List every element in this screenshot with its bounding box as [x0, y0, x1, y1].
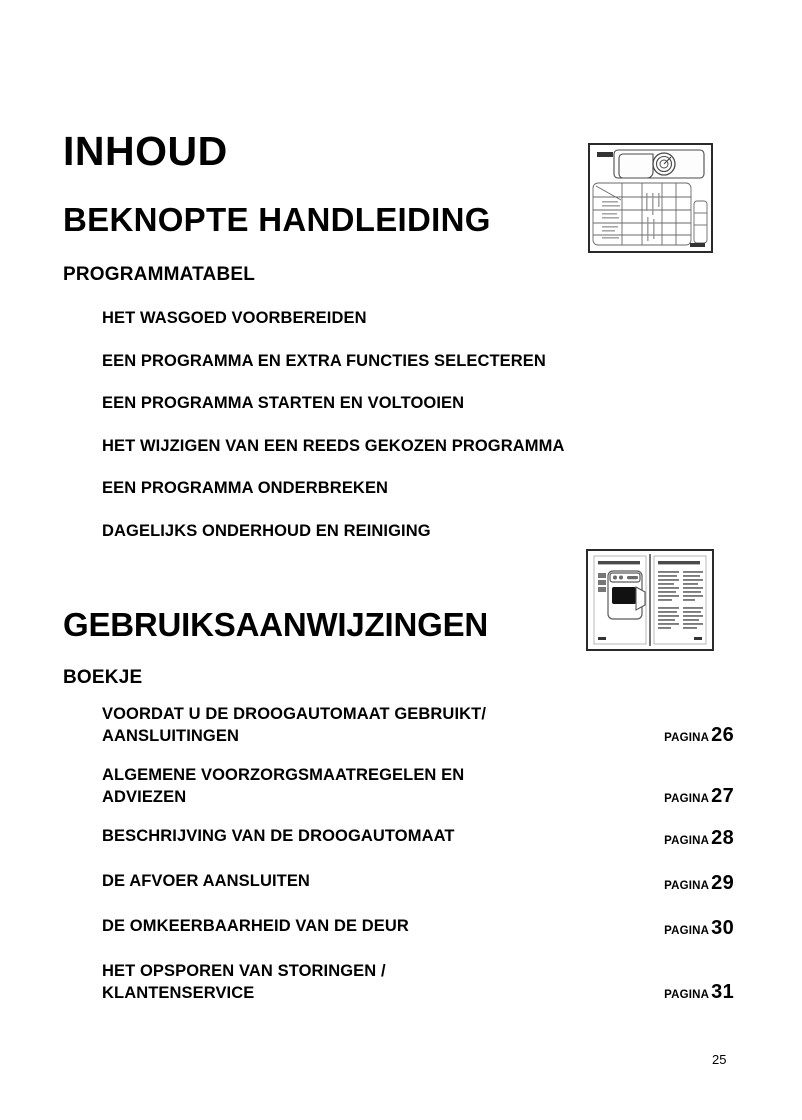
contents-entry — [102, 826, 734, 854]
list-item: HET WIJZIGEN VAN EEN REEDS GEKOZEN PROGRAMMA — [102, 436, 565, 455]
contents-entry — [102, 961, 734, 1005]
page-reference — [664, 827, 734, 850]
page-reference — [664, 724, 734, 747]
contents-entry — [102, 765, 734, 809]
contents-entry — [102, 704, 734, 748]
page-number: 29 — [711, 871, 734, 894]
section-heading-instructions: GEBRUIKSAANWIJZINGEN — [63, 606, 489, 643]
contents-entry — [102, 916, 734, 944]
page-label: PAGINA — [664, 879, 710, 892]
section-heading-quick-guide: BEKNOPTE HANDLEIDING — [63, 201, 491, 238]
page-title: INHOUD — [63, 128, 228, 174]
quick-reference-card-thumbnail — [588, 143, 713, 253]
page-label: PAGINA — [664, 731, 710, 744]
list-item: DAGELIJKS ONDERHOUD EN REINIGING — [102, 521, 431, 540]
contents-entry-title: BESCHRIJVING VAN DE DROOGAUTOMAAT — [102, 826, 455, 845]
page-label: PAGINA — [664, 792, 710, 805]
brand-logo-icon — [597, 152, 613, 157]
list-item: EEN PROGRAMMA STARTEN EN VOLTOOIEN — [102, 394, 465, 412]
page-reference — [664, 785, 734, 808]
page-number: 28 — [711, 826, 734, 849]
contents-entry — [102, 871, 734, 899]
page-label: PAGINA — [664, 834, 710, 847]
page-number: 27 — [711, 784, 734, 807]
quick-guide-list — [102, 310, 742, 565]
list-item: HET WASGOED VOORBEREIDEN — [102, 309, 367, 327]
contents-entry-title: VOORDAT U DE DROOGAUTOMAAT GEBRUIKT/ AANSLUITINGEN — [102, 705, 487, 745]
page-reference — [664, 981, 734, 1004]
contents-entry-title: DE AFVOER AANSLUITEN — [102, 871, 310, 890]
list-item: EEN PROGRAMMA EN EXTRA FUNCTIES SELECTEREN — [102, 351, 546, 370]
contents-entry-title: ALGEMENE VOORZORGSMAATREGELEN EN ADVIEZEN — [102, 765, 465, 806]
page-number: 31 — [711, 980, 734, 1003]
page-label: PAGINA — [664, 924, 710, 937]
contents-entry-title: DE OMKEERBAARHEID VAN DE DEUR — [102, 916, 409, 935]
section-label-programmatabel: PROGRAMMATABEL — [63, 264, 256, 285]
booklet-spread-thumbnail — [586, 549, 714, 651]
page-reference — [664, 872, 734, 895]
page-number: 26 — [711, 723, 734, 746]
section-label-boekje: BOEKJE — [63, 667, 143, 688]
page-number: 30 — [711, 916, 734, 939]
contents-entry-title: HET OPSPOREN VAN STORINGEN / KLANTENSERVICE — [102, 961, 386, 1002]
list-item: EEN PROGRAMMA ONDERBREKEN — [102, 479, 389, 497]
page-label: PAGINA — [664, 988, 710, 1001]
folio-page-number: 25 — [712, 1052, 727, 1067]
booklet-contents-list — [102, 704, 734, 1022]
page-reference — [664, 917, 734, 940]
